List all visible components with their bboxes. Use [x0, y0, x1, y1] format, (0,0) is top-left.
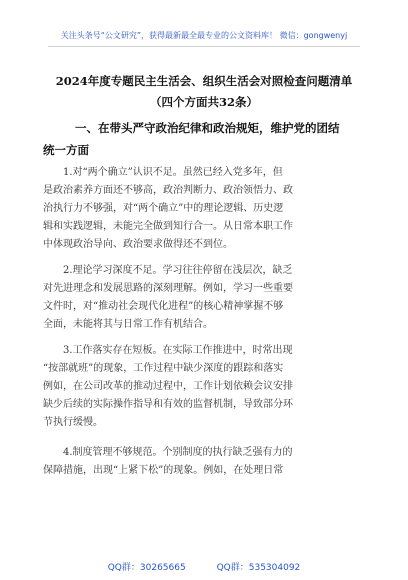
paragraph-line: 辑和实践逻辑，未能完全做到知行合一。从日常本职工作 [43, 221, 293, 232]
paragraph-line: 3.工作落实存在短板。在实际工作推进中，时常出现 [63, 345, 293, 356]
header-divider [48, 46, 360, 47]
footer-contacts [0, 560, 408, 573]
paragraph-4 [43, 444, 365, 480]
paragraph-line: 4.制度管理不够规范。个别制度的执行缺乏强有力的 [63, 447, 293, 458]
paragraph-line: “按部就班”的现象，工作过程中缺少深度的跟踪和落实 [43, 363, 284, 374]
section-heading [43, 117, 355, 161]
paragraph-line: 全面，未能将其与日常工作有机结合。 [43, 319, 213, 330]
paragraph-1 [43, 164, 365, 254]
paragraph-3 [43, 342, 365, 432]
document-title: 2024年度专题民主生活会、组织生活会对照检查问题清单 [55, 74, 353, 88]
paragraph-line: 保障措施，出现“上紧下松”的现象。例如，在处理日常 [43, 465, 284, 476]
paragraph-line: 2.理论学习深度不足。学习往往停留在浅层次，缺乏 [63, 265, 293, 276]
qq-group-2: QQ群：535304092 [216, 563, 301, 573]
paragraph-2 [43, 262, 365, 334]
section-heading-line1: 一、在带头严守政治纪律和政治规矩，维护党的团结 [75, 121, 340, 135]
document-subtitle: （四个方面共32条） [149, 95, 258, 109]
qq-group-1: QQ群：30265665 [107, 563, 186, 573]
paragraph-line: 例如，在公司改革的推动过程中，工作计划依赖会议安排 [43, 381, 293, 392]
paragraph-line: 节执行缓慢。 [43, 417, 103, 428]
section-heading-line2: 统一方面 [43, 143, 89, 157]
paragraph-line: 缺少后续的实际操作指导和有效的监督机制，导致部分环 [43, 399, 293, 410]
paragraph-line: 治执行力不够强，对“两个确立”中的理论逻辑、历史逻 [43, 203, 284, 214]
paragraph-line: 1.对“两个确立”认识不足。虽然已经入党多年，但 [63, 167, 283, 178]
promo-banner: 关注头条号“公文研究”，获得最新最全最专业的公文资料库！ 微信：gongwenyj [60, 31, 348, 40]
paragraph-line: 中体现政治导向、政治要求做得还不到位。 [43, 239, 233, 250]
paragraph-line: 对先进理念和发展思路的深刻理解。例如，学习一些重要 [43, 283, 293, 294]
paragraph-line: 文件时，对“推动社会现代化进程”的核心精神掌握不够 [43, 301, 284, 312]
paragraph-line: 是政治素养方面还不够高，政治判断力、政治领悟力、政 [43, 185, 293, 196]
